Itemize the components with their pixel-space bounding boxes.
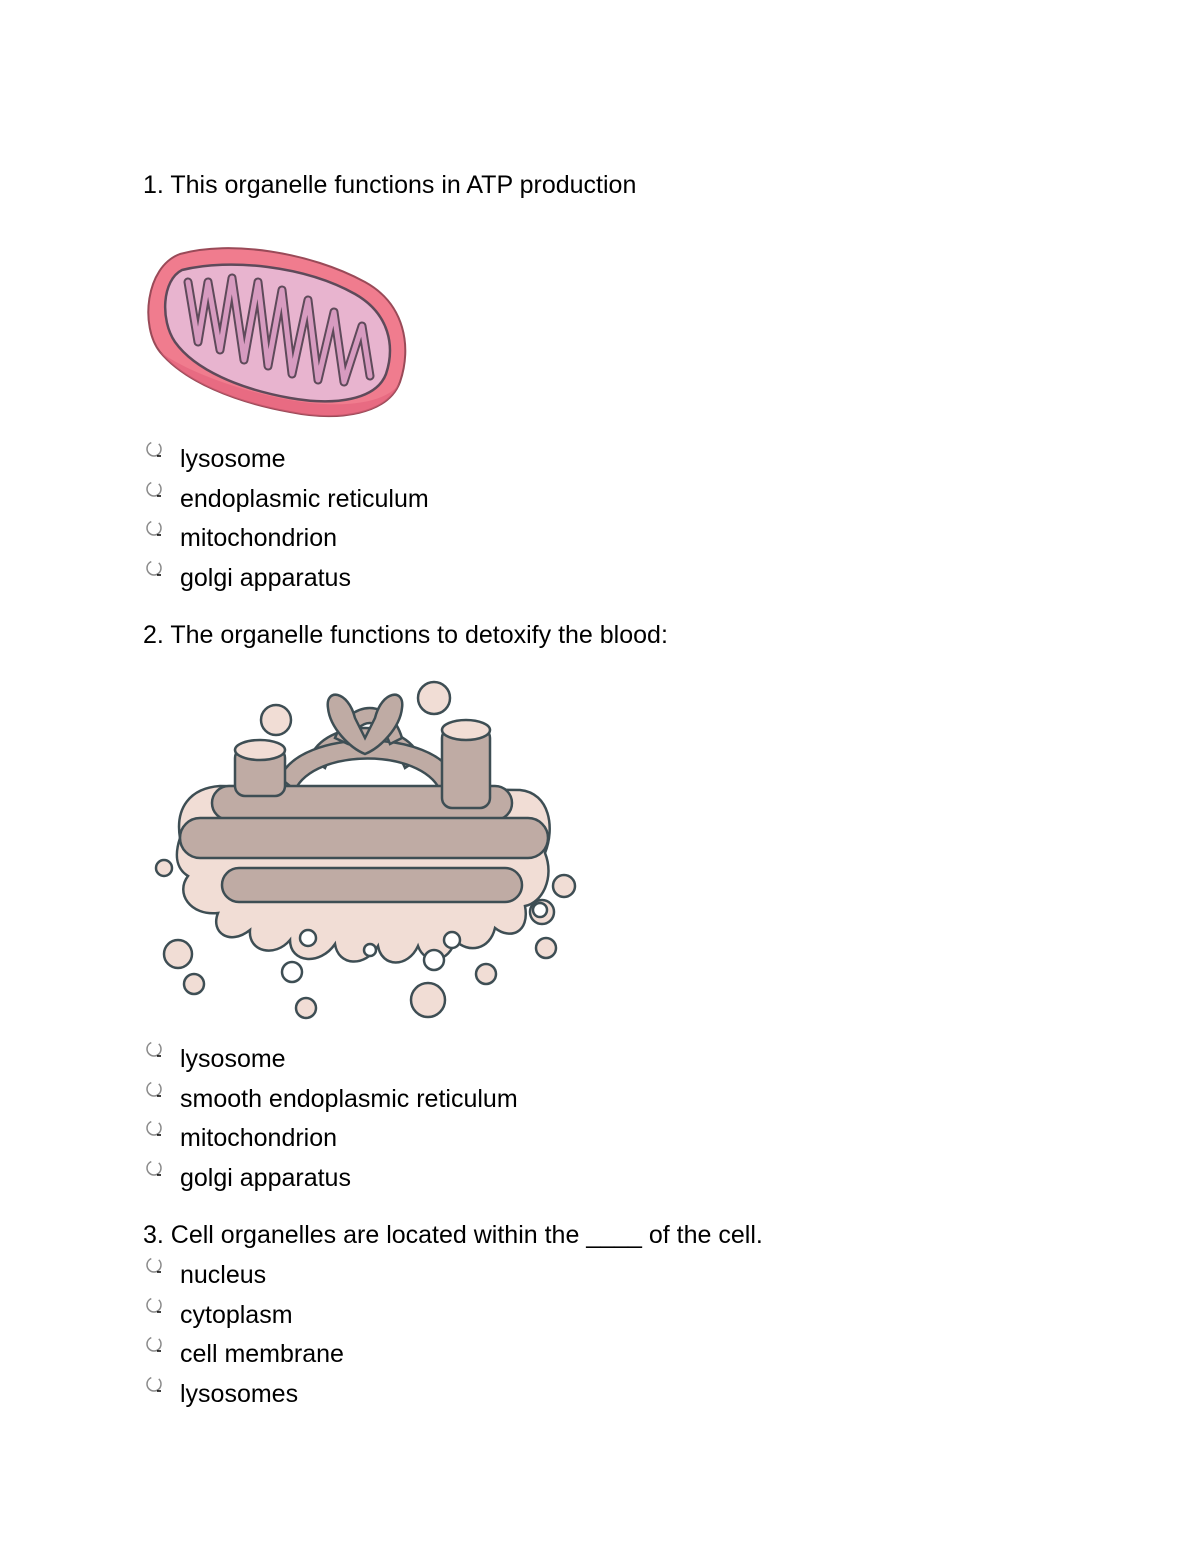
radio-icon[interactable]: [143, 1040, 169, 1066]
option-label: golgi apparatus: [180, 1164, 351, 1192]
q1-option-lysosome[interactable]: [143, 442, 286, 476]
radio-icon[interactable]: [143, 1335, 169, 1361]
option-label: lysosomes: [180, 1380, 299, 1408]
radio-icon[interactable]: [143, 1375, 169, 1401]
q2-option-smooth-endoplasmic-reticulum[interactable]: [143, 1082, 518, 1116]
q3-option-cytoplasm[interactable]: [143, 1298, 293, 1332]
q2-option-mitochondrion[interactable]: [143, 1121, 337, 1155]
q2-option-golgi-apparatus[interactable]: [143, 1161, 351, 1195]
option-label: mitochondrion: [180, 1124, 338, 1152]
radio-icon[interactable]: [143, 519, 169, 545]
radio-icon[interactable]: [143, 559, 169, 585]
radio-icon[interactable]: [143, 1080, 169, 1106]
radio-icon[interactable]: [143, 1159, 169, 1185]
q1-option-mitochondrion[interactable]: [143, 521, 337, 555]
option-label: nucleus: [180, 1261, 267, 1289]
q3-option-lysosomes[interactable]: [143, 1377, 298, 1411]
q1-option-endoplasmic-reticulum[interactable]: [143, 482, 429, 516]
q1-option-golgi-apparatus[interactable]: [143, 561, 351, 595]
option-label: cell membrane: [180, 1340, 344, 1368]
q3-option-cell-membrane[interactable]: [143, 1337, 344, 1371]
q3-option-nucleus[interactable]: [143, 1258, 266, 1292]
option-label: lysosome: [180, 445, 286, 473]
radio-icon[interactable]: [143, 1256, 169, 1282]
option-label: endoplasmic reticulum: [180, 485, 429, 513]
radio-icon[interactable]: [143, 1119, 169, 1145]
radio-icon[interactable]: [143, 480, 169, 506]
q2-option-lysosome[interactable]: [143, 1042, 286, 1076]
mitochondrion-illustration: [140, 242, 412, 429]
golgi-apparatus-illustration: [150, 678, 580, 1031]
option-label: smooth endoplasmic reticulum: [180, 1085, 518, 1113]
question-1-title: 1. This organelle functions in ATP production: [143, 171, 637, 199]
question-2-title: 2. The organelle functions to detoxify the blood:: [143, 621, 668, 649]
option-label: cytoplasm: [180, 1301, 293, 1329]
radio-icon[interactable]: [143, 1296, 169, 1322]
question-3-title: 3. Cell organelles are located within the ____ of the cell.: [143, 1221, 763, 1249]
radio-icon[interactable]: [143, 440, 169, 466]
option-label: lysosome: [180, 1045, 286, 1073]
option-label: golgi apparatus: [180, 564, 351, 592]
option-label: mitochondrion: [180, 524, 338, 552]
